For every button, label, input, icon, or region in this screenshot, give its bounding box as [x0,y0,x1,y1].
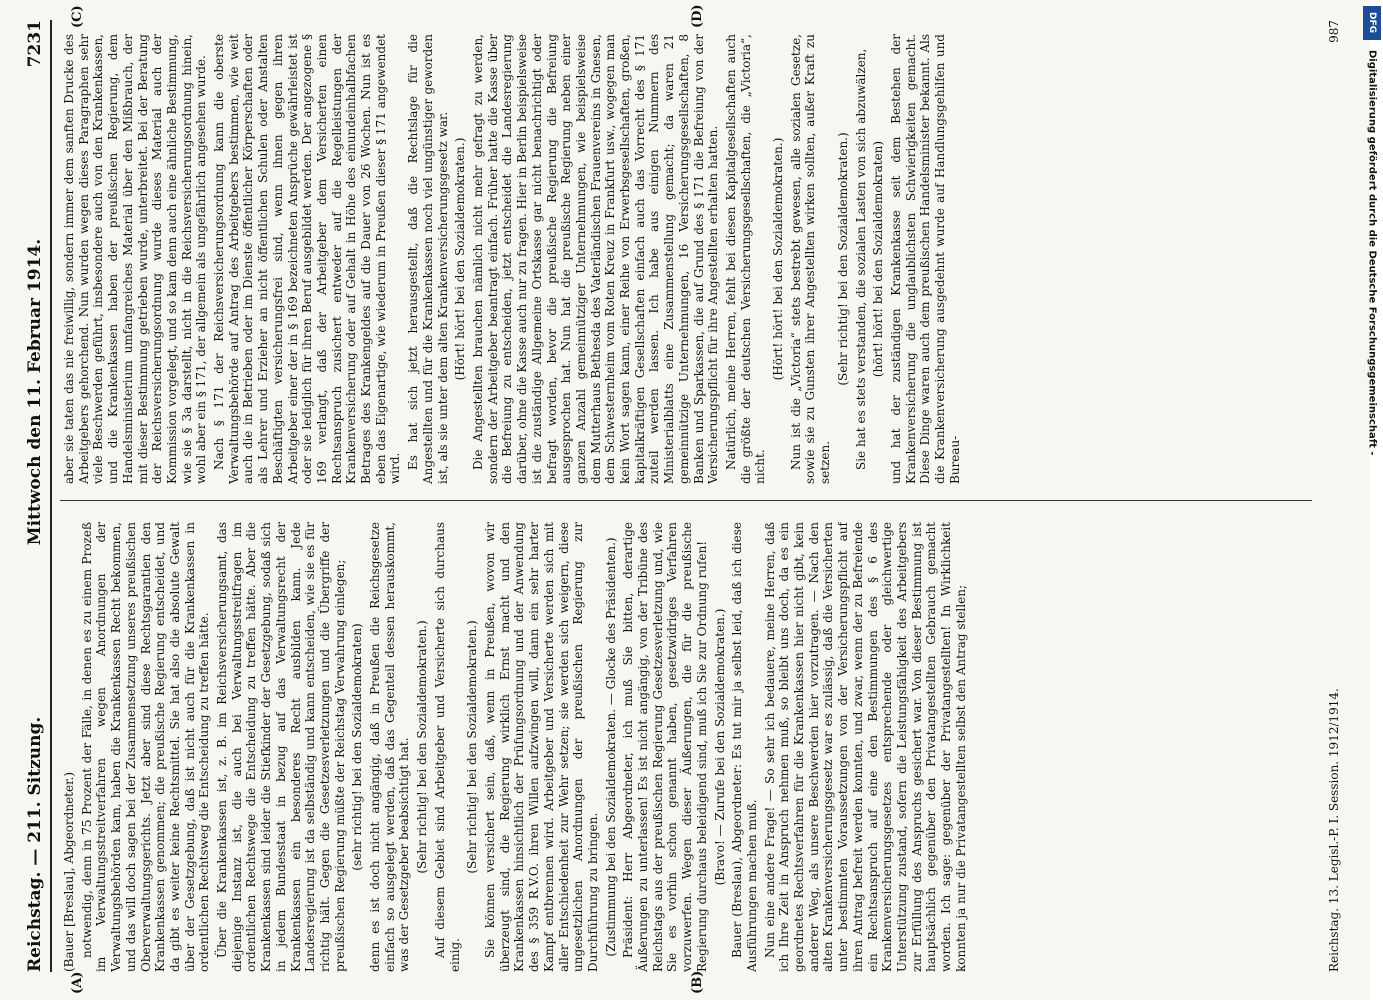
page-footer [1324,20,1344,972]
column-divider [60,500,1312,501]
footer-number: 987 [1327,20,1341,43]
credit-text: Digitalisierung gefördert durch die Deutsche Forschungsgemeinschaft - [1366,50,1378,456]
paragraph: Auf diesem Gebiet sind Arbeitgeber und Versicherte sich durchaus einig. [432,522,462,972]
interjection: (Sehr richtig! bei den Sozialdemokraten.) [415,620,430,874]
dfg-logo: DFG [1363,6,1381,40]
header-date: Mittwoch den 11. Februar 1914. [25,238,45,546]
digitization-credit [1361,0,1383,1000]
margin-letter-a: (A) [70,971,85,994]
header-left: Reichstag. — 211. Sitzung. [25,716,45,972]
interjection: (hört! hört! bei den Sozialdemokraten) [871,140,886,378]
page-header [20,20,52,972]
margin-letter-b: (B) [690,970,705,994]
paragraph: aber sie taten das nie freiwillig, sondern immer dem sanften Drucke des Arbeitgebers gehorchend. Nun wurden wegen dieses Paragraphen sehr viele Beschwerden geführt, insbesondere auch von den Krankenkassen, und die Krankenkassen haben der preußischen Regierung, dem Handelsministerium umfangreiches Material über den Mißbrauch, der mit dieser Bestimmung getrieben wurde, unterbreitet. Bei der Beratung der Reichsversicherungsordnung wurde dieses Material auch der Kommission vorgelegt, und so kam denn auch eine ähnliche Bestimmung, wie sie § 3a darstellt, nicht in die Reichsversicherungsordnung hinein, wohl aber ein § 171, der allgemein als ungefährlich angesehen wurde. [62,34,209,484]
paragraph: Es hat sich jetzt herausgestellt, daß die Rechtslage für die Angestellten und für die Krankenkassen noch viel ungünstiger geworden ist, als sie unter dem alten Krankenversicherungsgesetz war. [406,34,450,484]
paragraph: notwendig, denn in 75 Prozent der Fälle, in denen es zu einem Prozeß im Verwaltungsstreitverfahren wegen Anordnungen der Verwaltungsbehörden kam, haben die Krankenkassen Recht bekommen, und das will doch sagen bei der Zusammensetzung unseres preußischen Oberverwaltungsgerichts. Jetzt aber sind diese Rechtsgarantien den Krankenkassen genommen; die preußische Regierung entscheidet, und da gibt es weiter keine Rechtsmittel. Sie hat also die absolute Gewalt über der Gesetzgebung, daß ist nicht auch für die Krankenkassen in ordentlichen Rechtsweg die Entscheidung zu treffen hätte. [79,522,212,972]
interjection: (Hört! hört! bei den Sozialdemokraten.) [453,137,468,381]
paragraph: Bauer (Breslau), Abgeordneter: Es tut mir ja selbst leid, daß ich diese Ausführungen machen muß. [730,522,759,972]
paragraph: Nun eine andere Frage! — So sehr ich bedauere, meine Herren, daß ich Ihre Zeit in Anspruch nehmen muß, so bleibt uns doch, da es ein geordnetes Rechtsverfahren für die Krankenkassen hier nicht gibt, kein anderer Weg, als unsere Beschwerden hier vorzutragen. — Nach den alten Krankenversicherungsgesetz war es zulässig, daß die Versicherten unter bestimmten Voraussetzungen von der Versicherungspflicht auf ihren Antrag befreit werden konnten, und zwar, wenn der zu Befreiende ein Rechtsanspruch auf eine den Bestimmungen des § 6 des Krankenversicherungsgesetzes entsprechende oder gleichwertige Unterstützung zustand, sofern die Leistungsfähigkeit des Arbeitgebers zur Erfüllung des Anspruchs gesichert war. Von dieser Bestimmung ist hauptsächlich gegenüber den Privatangestellten Gebrauch gemacht worden. Ich sage: gegenüber der Privatangestellten! In Wirklichkeit konnten ja nur die Privatangestellten selbst den Antrag stellen; [762,522,968,972]
interjection: (Bravo! — Zurufe bei den Sozialdemokraten.) [712,608,727,886]
paragraph: und hat der zuständigen Krankenkasse seit dem Bestehen der Krankenversicherung die unglaublichsten Schwierigkeiten gemacht. Diese Dinge waren auch dem preußischen Handelsminister bekannt. Als die Krankenversicherung ausgedehnt wurde auf Handlungsgehilfen und Bureau- [888,34,962,484]
interjection: (Zustimmung bei den Sozialdemokraten. — Glocke des Präsidenten.) [603,537,618,957]
paragraph: Natürlich, meine Herren, fehlt bei diesen Kapitalgesellschaften auch die größte der deutschen Versicherungsgesellschaften, die „Victoria“, nicht. [723,34,768,484]
right-column [62,34,1310,484]
paragraph: Über die Krankenkassen ist, z. B. im Reichsversicherungsamt, das diejenige Instanz ist, die auch bei Verwaltungsstreitfragen im ordentlichen Rechtswege die Entscheidung zu treffen hätte. Aber die Krankenkassen sind leider die Stiefkinder der Gesetzgebung, sodaß sich in jedem Bundesstaat in bezug auf das Verwaltungsrecht der Krankenkassen ein besonderes Recht ausbilden kann. Jede Landesregierung ist da selbständig und kann entscheiden, wie sie es für richtig hält. Gegen die Gesetzesverletzungen und die Übergriffe der preußischen Regierung müßte der Reichstag Verwahrung einlegen; [215,522,347,972]
paragraph: Präsident: Herr Abgeordneter, ich muß Sie bitten, derartige Äußerungen zu unterlassen! Es ist nicht angängig, von der Tribüne des Reichstags aus der preußischen Regierung Gesetzesverletzung und, wie Sie es vorhin schon genannt haben, gesetzwidriges Verfahren vorzuwerfen. Wegen dieser Äußerungen, die für die preußische Regierung durchaus beleidigend sind, muß ich Sie zur Ordnung rufen! [621,522,709,972]
paragraph: denn es ist doch nicht angängig, daß in Preußen die Reichsgesetze einfach so ausgelegt werden, daß das Gegenteil dessen herauskommt, was der Gesetzgeber beabsichtigt hat. [368,522,412,972]
left-column [62,522,1310,972]
interjection: (Hört! hört! bei den Sozialdemokraten.) [771,137,786,381]
paragraph: Sie hat es stets verstanden, die sozialen Lasten von sich abzuwälzen, [853,48,868,470]
interjection: (sehr richtig! bei den Sozialdemokraten) [350,623,365,871]
paragraph: Die Angestellten brauchen nämlich nicht mehr gefragt zu werden, sondern der Arbeitgeber beantragt einfach. Früher hatte die Kasse über die Befreiung zu entscheiden, jetzt entscheidet die Landesregierung darüber, ohne die Kasse auch nur zu fragen. Hier in Berlin beispielsweise ist die zuständige Allgemeine Ortskasse gar nicht benachrichtigt oder befragt worden, bevor die preußische Regierung die Befreiung ausgesprochen hat. Nun hat die preußische Regierung neben einer ganzen Anzahl gemeinnütziger Unternehmungen, wie beispielsweise dem Mutterhaus Bethesda des Vaterländischen Frauenvereins in Gnesen, dem Schwesternheim vom Roten Kreuz in Frankfurt usw., wogegen man kein Wort sagen kann, einer Reihe von Erwerbsgesellschaften, großen, kapitalkräftigen Gesellschaften einfach auch das Vorrecht des § 171 zuteil werden lassen. Ich habe aus einigen Nummern des Ministerialblatts eine Zusammenstellung gemacht; da waren 21 gemeinnützige Unternehmungen, 16 Versicherungsgesellschaften, 8 Banken und Sparkassen, die auf Grund des § 171 die Befreiung von der Versicherungspflicht für ihre Angestellten erhalten hatten. [470,34,721,484]
footer-session: Reichstag. 13. Legisl.-P. I. Session. 1912/1914. [1327,688,1341,972]
paragraph: (Bauer [Breslau], Abgeordneter.) [62,771,76,972]
paragraph: Sie können versichert sein, daß, wenn in Preußen, wovon wir überzeugt sind, die Regierung wirklich Ernst macht und den Krankenkassen hinsichtlich der Prüfungsordnung und der Anwendung des § 359 R.V.O. ihren Willen aufzwingen will, dann ein sehr harter Kampf entbrennen wird. Arbeitgeber und Versicherte werden sich mit aller Entschiedenheit zur Wehr setzen; sie werden sich weigern, diese ungesetzlichen Anordnungen der preußischen Regierung zur Durchführung zu bringen. [482,522,600,972]
paragraph: Nun ist die „Victoria“ stets bestrebt gewesen, alle sozialen Gesetze, sowie sie zu Gunsten ihrer Angestellten wirken sollten, außer Kraft zu setzen. [788,34,833,484]
margin-letter-d: (D) [690,4,705,28]
page-number: 7231 [25,20,45,68]
margin-letter-c: (C) [70,5,85,28]
interjection: (Sehr richtig! bei den Sozialdemokraten.) [835,132,850,386]
paragraph: Nach § 171 der Reichsversicherungsordnung kann die oberste Verwaltungsbehörde auf Antrag des Arbeitgebers bestimmen, wie weit auch die in Betrieben oder im Dienste öffentlicher Körperschaften oder als Lehrer und Erzieher an nicht öffentlichen Schulen oder Anstalten Beschäftigten versicherungsfrei sind, wenn ihnen gegen ihren Arbeitgeber einer der in § 169 bezeichneten Ansprüche gewährleistet ist oder sie lediglich für ihren Beruf ausgebildet werden. Der angezogene § 169 verlangt, daß der Arbeitgeber dem Versicherten einen Rechtsanspruch zusichert entweder auf die Regelleistungen der Krankenversicherung oder auf Gehalt in Höhe des einundeinhalbfachen Betrages des Krankengeldes auf die Dauer von 26 Wochen. Nun ist es eben das Eigenartige, wie wiederum in Preußen dieser § 171 angewendet wird. [212,34,403,484]
interjection: (Sehr richtig! bei den Sozialdemokraten.) [465,620,480,874]
